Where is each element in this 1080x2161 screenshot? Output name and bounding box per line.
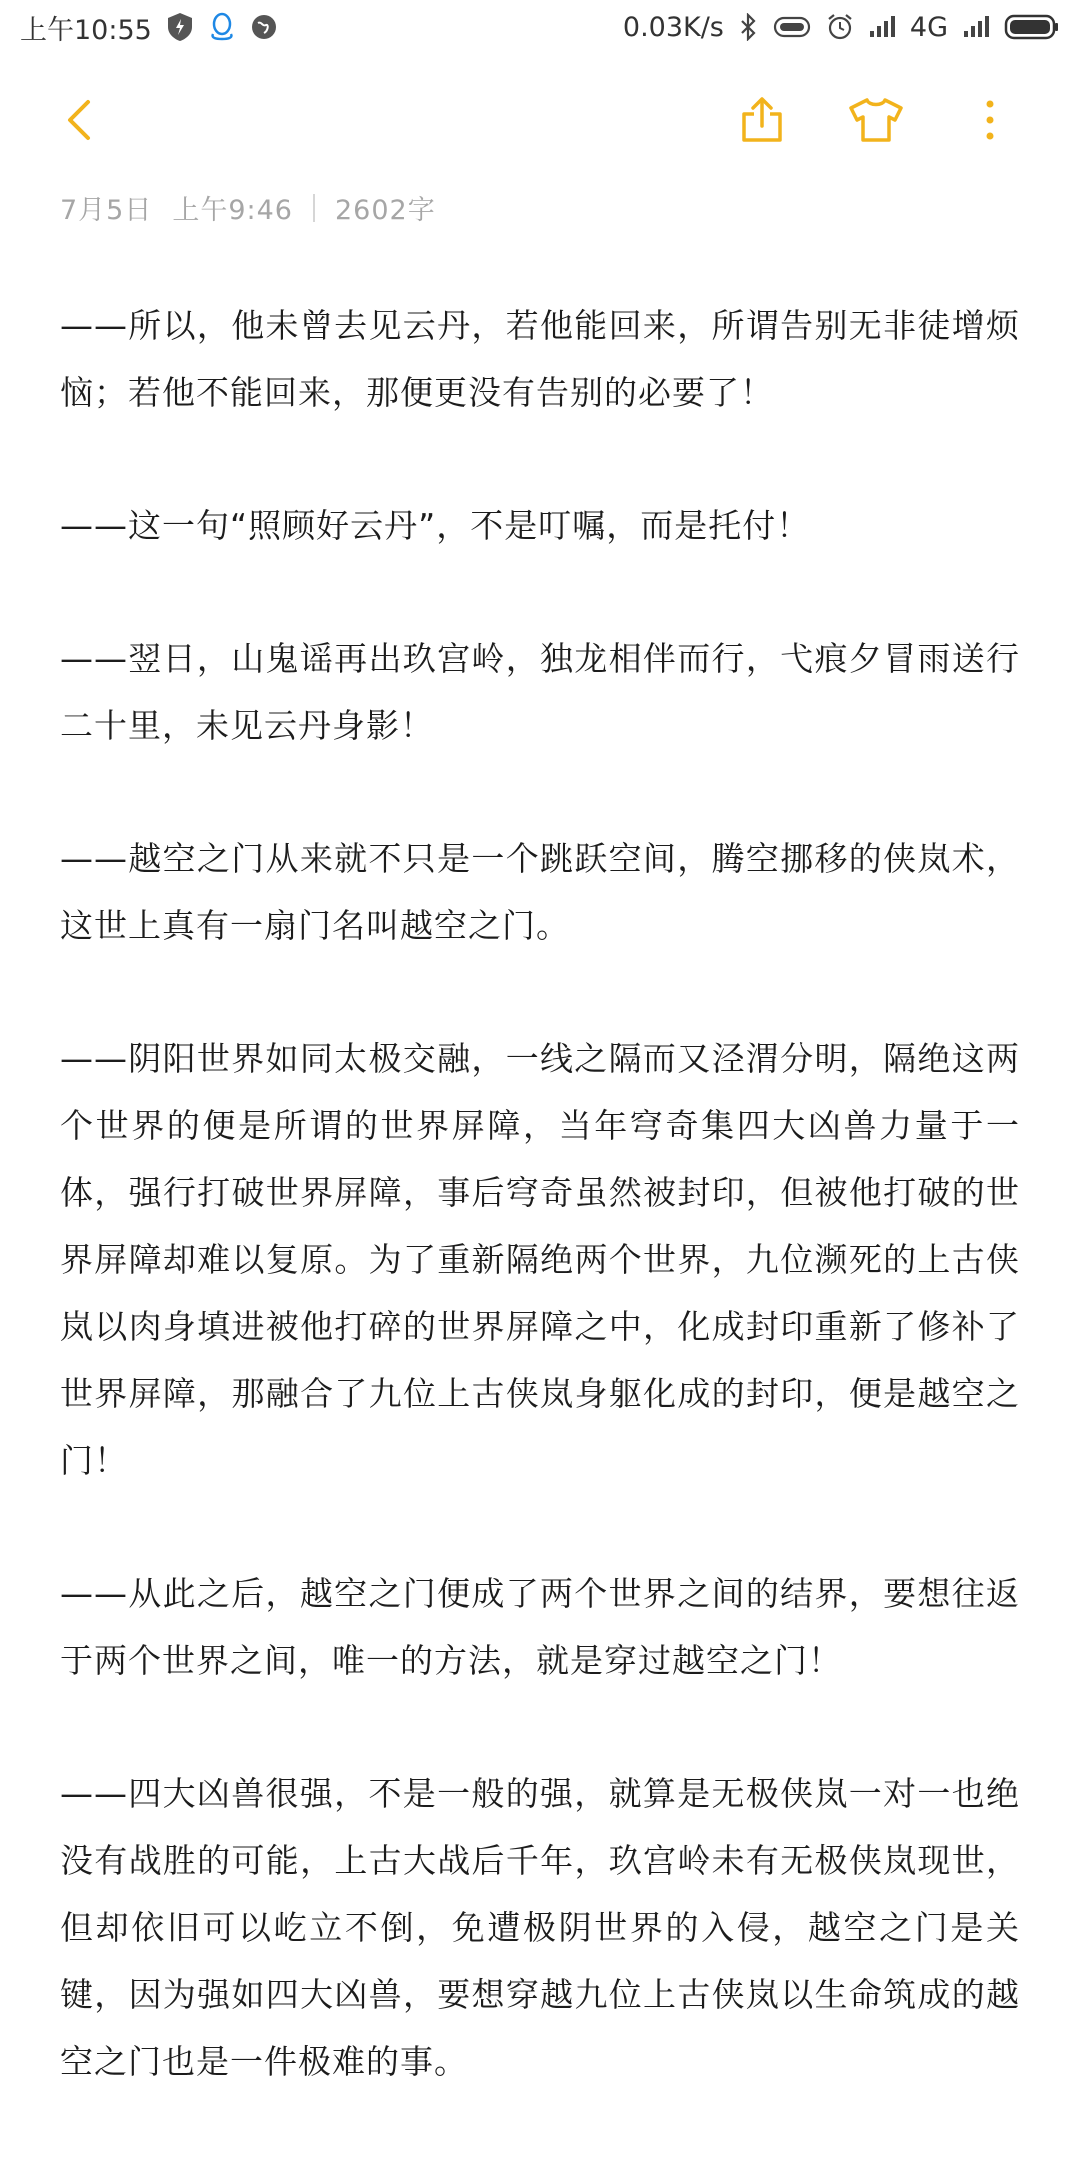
paragraph: ——越空之门从来就不只是一个跳跃空间，腾空挪移的侠岚术，这世上真有一扇门名叫越空之门。 <box>60 839 1020 945</box>
shield-icon <box>166 12 194 42</box>
bluetooth-icon <box>738 13 758 41</box>
network-type: 4G <box>909 11 948 43</box>
share-icon <box>738 96 786 144</box>
note-body[interactable] <box>60 292 1020 2161</box>
note-time: 上午9:46 <box>172 195 293 226</box>
vibrate-icon <box>772 15 812 39</box>
status-left <box>20 8 278 47</box>
paragraph: ——翌日，山鬼谣再出玖宫岭，独龙相伴而行，弋痕夕冒雨送行二十里，未见云丹身影！ <box>60 639 1020 745</box>
paragraph: ——阴阳世界如同太极交融，一线之隔而又泾渭分明，隔绝这两个世界的便是所谓的世界屏障，当年穹奇集四大凶兽力量于一体，强行打破世界屏障，事后穹奇虽然被封印，但被他打破的世界屏障却难以复原。为了重新隔绝两个世界，九位濒死的上古侠岚以肉身填进被他打碎的世界屏障之中，化成封印重新了修补了世界屏障，那融合了九位上古侠岚身躯化成的封印，便是越空之门！ <box>60 1039 1020 1480</box>
globe-icon <box>250 13 278 41</box>
paragraph: ——所以，他未曾去见云丹，若他能回来，所谓告别无非徒增烦恼；若他不能回来，那便更没有告别的必要了！ <box>60 306 1020 412</box>
net-speed: 0.03K/s <box>622 11 724 43</box>
back-icon <box>60 96 100 144</box>
status-right <box>623 12 1060 43</box>
status-bar <box>0 0 1080 54</box>
share-button[interactable] <box>726 84 798 156</box>
signal-icon-2 <box>962 15 990 39</box>
note-date: 7月5日 <box>60 195 153 226</box>
tshirt-icon <box>847 96 905 144</box>
back-button[interactable] <box>44 84 116 156</box>
paragraph: ——这一句“照顾好云丹”，不是叮嘱，而是托付！ <box>60 506 811 545</box>
paragraph: ——从此之后，越空之门便成了两个世界之间的结界，要想往返于两个世界之间，唯一的方法，就是穿过越空之门！ <box>60 1574 1020 1680</box>
signal-icon <box>868 15 896 39</box>
theme-button[interactable] <box>840 84 912 156</box>
paragraph: ——四大凶兽很强，不是一般的强，就算是无极侠岚一对一也绝没有战胜的可能，上古大战后千年，玖宫岭未有无极侠岚现世，但却依旧可以屹立不倒，免遭极阴世界的入侵，越空之门是关键，因为强如四大凶兽，要想穿越九位上古侠岚以生命筑成的越空之门也是一件极难的事。 <box>60 1774 1020 2081</box>
word-count: 2602字 <box>335 195 436 226</box>
more-vertical-icon <box>982 96 998 144</box>
alarm-icon <box>826 13 854 41</box>
qq-penguin-icon <box>208 12 236 42</box>
meta-divider <box>313 194 315 222</box>
toolbar <box>0 84 1080 156</box>
more-button[interactable] <box>954 84 1026 156</box>
note-meta <box>60 188 436 227</box>
battery-icon <box>1004 14 1060 40</box>
status-time: 上午10:55 <box>20 14 152 46</box>
